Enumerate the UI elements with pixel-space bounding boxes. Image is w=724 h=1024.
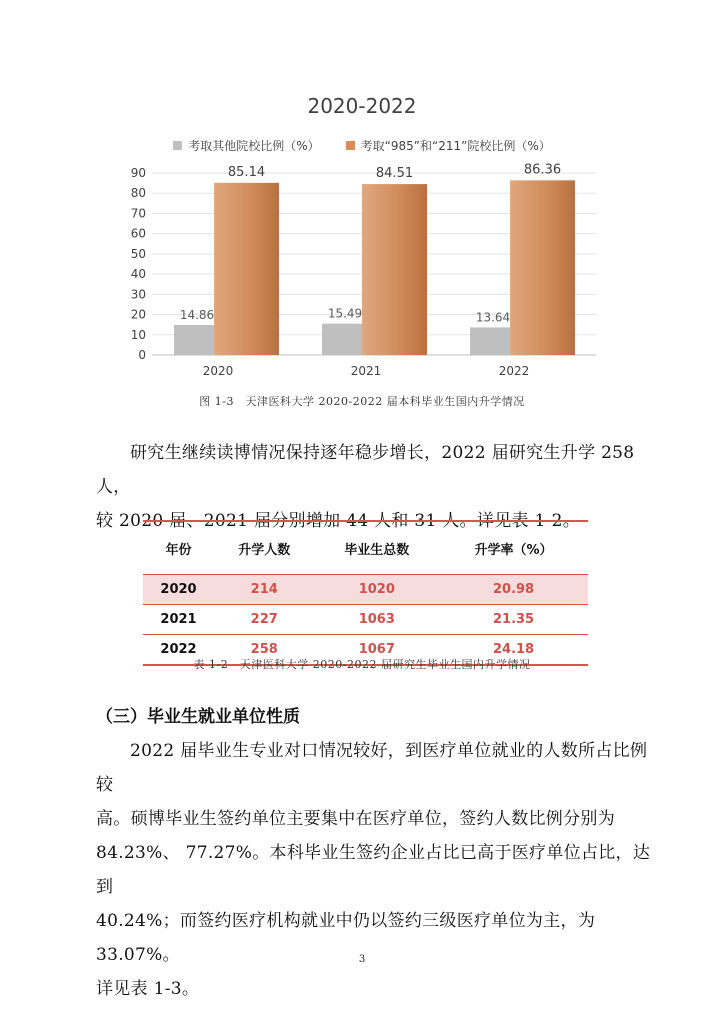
y-tick-label: 30 bbox=[130, 287, 146, 302]
table-cell-year: 2022 bbox=[143, 635, 214, 666]
y-tick-label: 70 bbox=[130, 206, 146, 221]
bar-985-211-2022 bbox=[510, 180, 575, 355]
y-tick-label: 0 bbox=[138, 348, 146, 362]
bar-other-2020 bbox=[174, 325, 214, 355]
paragraph-2-line-5: 详见表 1-3。 bbox=[96, 979, 200, 999]
paragraph-2-line-4: 40.24%；而签约医疗机构就业中仍以签约三级医疗单位为主，为 33.07%。 bbox=[96, 911, 596, 965]
table-cell-admitted: 258 bbox=[214, 635, 314, 666]
table-cell-total: 1063 bbox=[314, 605, 439, 635]
data-label-other-2022: 13.64 bbox=[475, 310, 511, 325]
table-header-year: 年份 bbox=[143, 521, 214, 575]
y-tick-label: 50 bbox=[130, 246, 146, 261]
table-cell-year: 2021 bbox=[143, 605, 214, 635]
chart-title: 2020-2022 bbox=[307, 94, 417, 118]
data-label-other-2021: 15.49 bbox=[327, 306, 363, 321]
y-tick-label: 10 bbox=[130, 327, 146, 342]
table-cell-admitted: 227 bbox=[214, 605, 314, 635]
x-tick-label: 2020 bbox=[202, 364, 234, 378]
table-header-row bbox=[143, 521, 588, 575]
bar-985-211-2020 bbox=[214, 183, 279, 355]
data-label-985-211-2021: 84.51 bbox=[375, 166, 414, 182]
y-tick-label: 90 bbox=[130, 166, 146, 180]
y-tick-label: 60 bbox=[130, 226, 146, 241]
paragraph-2-line-3: 84.23%、 77.27%。本科毕业生签约企业占比已高于医疗单位占比，达到 bbox=[96, 843, 651, 897]
table-caption: 表 1-2 天津医科大学 2020-2022 届研究生毕业生国内升学情况 bbox=[193, 658, 531, 671]
table-header-total: 毕业生总数 bbox=[314, 521, 439, 575]
table-cell-rate: 20.98 bbox=[439, 575, 588, 605]
table-header-rate: 升学率（%） bbox=[439, 521, 588, 575]
data-label-other-2020: 14.86 bbox=[179, 307, 215, 322]
legend-label-985-211: 考取“985”和“211”院校比例（%） bbox=[360, 139, 551, 153]
table-cell-admitted: 214 bbox=[214, 575, 314, 605]
x-tick-label: 2022 bbox=[498, 364, 530, 378]
table-row bbox=[143, 575, 588, 605]
table-cell-total: 1020 bbox=[314, 575, 439, 605]
figure-caption: 图 1-3 天津医科大学 2020-2022 届本科毕业生国内升学情况 bbox=[199, 395, 525, 408]
table-cell-rate: 21.35 bbox=[439, 605, 588, 635]
x-tick-label: 2021 bbox=[350, 364, 382, 378]
bar-other-2021 bbox=[322, 324, 362, 355]
page-number: 3 bbox=[358, 954, 366, 965]
bar-chart bbox=[0, 0, 724, 400]
paragraph-1-line-1: 研究生继续读博情况保持逐年稳步增长，2022 届研究生升学 258 人， bbox=[96, 443, 635, 497]
bar-985-211-2021 bbox=[362, 184, 427, 355]
bar-other-2022 bbox=[470, 327, 510, 355]
graduate-further-study-table bbox=[143, 520, 588, 666]
y-tick-label: 20 bbox=[130, 307, 146, 322]
paragraph-2 bbox=[96, 734, 656, 1006]
table-row bbox=[143, 605, 588, 635]
paragraph-1-line-2: 较 2020 届、2021 届分别增加 44 人和 31 人。详见表 1-2。 bbox=[96, 511, 581, 531]
table-cell-rate: 24.18 bbox=[439, 635, 588, 666]
legend-label-other: 考取其他院校比例（%） bbox=[188, 139, 320, 153]
y-tick-label: 80 bbox=[130, 186, 146, 201]
table-cell-year: 2020 bbox=[143, 575, 214, 605]
data-label-985-211-2020: 85.14 bbox=[227, 164, 266, 180]
data-label-985-211-2022: 86.36 bbox=[523, 162, 562, 178]
y-tick-label: 40 bbox=[130, 267, 146, 282]
table-cell-total: 1067 bbox=[314, 635, 439, 666]
paragraph-2-line-2: 高。硕博毕业生签约单位主要集中在医疗单位，签约人数比例分别为 bbox=[96, 809, 615, 829]
table-header-admitted: 升学人数 bbox=[214, 521, 314, 575]
paragraph-2-line-1: 2022 届毕业生专业对口情况较好，到医疗单位就业的人数所占比例较 bbox=[96, 741, 648, 795]
section-heading: （三）毕业生就业单位性质 bbox=[96, 707, 300, 727]
